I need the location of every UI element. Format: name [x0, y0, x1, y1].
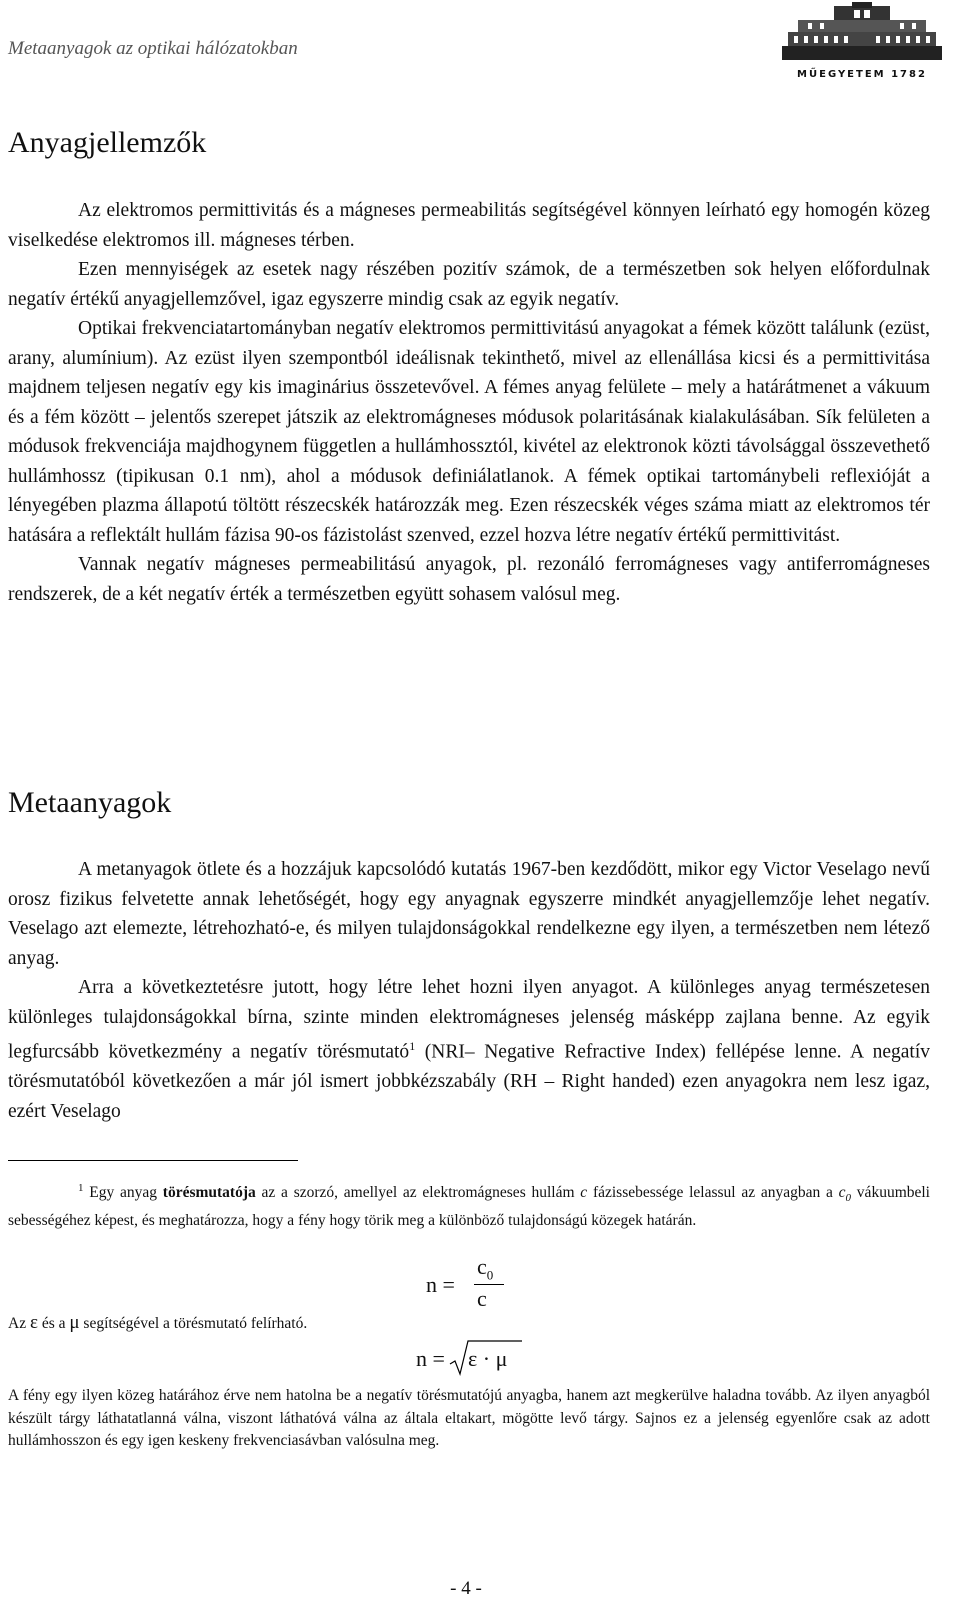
paragraph: A metanyagok ötlete és a hozzájuk kapcsolódó kutatás 1967-ben kezdődött, mikor egy Victor Veselago nevű orosz fizikus felvetette annak lehetőségét, hogy egy anyagnak egyszerre mindkét anyagjellemzője lehet negatív. Veselago azt elemezte, létrehozható-e, és milyen tulajdonságokkal rendelkezne egy ilyen, a természetben nem létező anyag.	[8, 859, 930, 969]
footnote-number: 1	[78, 1182, 84, 1194]
formula-refractive-index-sqrt	[416, 1346, 536, 1376]
paragraph-text: (NRI– Negative Refractive Index) fellépése lenne. A negatív törésmutatóból következően a már jól ismert jobbkézszabály (RH – Right handed) ezen anyagokra nem lesz igaz, ezért Veselago	[8, 1041, 930, 1122]
section-heading-anyagjellemzok: Anyagjellemzők	[8, 126, 207, 159]
page-number: - 4 -	[450, 1578, 482, 1599]
university-logo	[774, 2, 950, 80]
footnote-text: az a szorzó, amellyel az elektromágneses hullám	[255, 1184, 581, 1202]
footnote-term: törésmutatója	[162, 1184, 256, 1202]
closing-paragraph	[8, 1385, 930, 1453]
formula-refractive-index-ratio	[426, 1254, 506, 1318]
footnote-ref[interactable]: 1	[409, 1039, 416, 1053]
logo-caption: MŰEGYETEM 1782	[797, 69, 927, 80]
paragraph: A fény egy ilyen közeg határához érve nem hatolna be a negatív törésmutatójú anyagba, hanem azt megkerülve haladna tovább. Az ilyen anyagból készült tárgy láthatatlanná válna, viszont láthatóvá válna az általa eltakart, mögötte levő tárgy. Sajnos ez a jelenség egyenlőre csak az adott hullámhosszon és egy igen keskeny frekvenciasávban valósulna meg.	[8, 1387, 930, 1449]
formula-radicand: ε · μ	[468, 1346, 508, 1371]
footnote-separator	[8, 1160, 298, 1161]
symbol-c0: $c_0$	[838, 1184, 852, 1205]
section-body-anyagjellemzok	[8, 196, 930, 609]
formula-denominator: c	[477, 1286, 487, 1311]
section-heading-metaanyagok: Metaanyagok	[8, 786, 172, 819]
epsilon-symbol: ε	[29, 1312, 38, 1333]
footnote-text: vákuumbeli sebességéhez képest, és meghatározza, hogy a fény hogy törik meg a különböző tulajdonságú közegek határán.	[8, 1184, 930, 1229]
paragraph: Optikai frekvenciatartományban negatív elektromos permittivitású anyagokat a fémek között találunk (ezüst, arany, alumínium). Az ezüst ilyen szempontból ideálisnak tekinthető, mivel az ellenállása kicsi és a permittivitása majdnem teljesen negatív egy kis imaginárius összetevővel. A fémes anyag felülete – mely a határátmenet a vákuum és a fém között – jelentős szerepet játszik az elektromágneses módusok polaritásának kialakulásában. Sík felületen a módusok frekvenciája majdhogynem független a hullámhossztól, kivétel az elektronok közti távolsággal összevethető hullámhossz (tipikusan 0.1 nm), ahol a módusok definiálatlanok. A fémek optikai tartománybeli reflexióját a lényegében plazma állapotú töltött részecskék határozzák meg. Ezen részecskék véges száma miatt az elektromos tér hatására a reflektált hullám fázisa 90-os fázistolást szenved, ezzel hozva létre negatív értékű permittivitást.	[8, 318, 930, 546]
paragraph-text: Arra a következtetésre jutott, hogy létre lehet hozni ilyen anyagot. A különleges anyag természetesen különleges tulajdonságokkal bírna, szinte minden elektromágneses jelenség másképp zajlana benne. Az egyik legfurcsább következmény a negatív törésmutató	[8, 977, 930, 1063]
footnote-text: fázissebessége lelassul az anyagban a	[587, 1184, 839, 1202]
mu-symbol: μ	[69, 1312, 80, 1333]
footnote-text: Egy anyag	[89, 1184, 163, 1202]
formula-lhs: n =	[416, 1346, 445, 1371]
section-body-metaanyagok	[8, 855, 930, 1126]
symbol-c: c	[580, 1184, 588, 1202]
paragraph: Ezen mennyiségek az esetek nagy részében pozitív számok, de a természetben sok helyen előfordulnak negatív értékű anyagjellemzővel, igaz egyszerre mindig csak az egyik negatív.	[8, 259, 930, 310]
formula-lhs: n =	[426, 1272, 455, 1297]
paragraph: Vannak negatív mágneses permeabilitású anyagok, pl. rezonáló ferromágneses vagy antiferromágneses rendszerek, de a két negatív érték a természetben együtt sohasem valósul meg.	[8, 554, 930, 605]
running-header: Metaanyagok az optikai hálózatokban	[8, 38, 298, 59]
formula-numerator: $c_0$	[477, 1254, 494, 1283]
footnote	[8, 1177, 930, 1232]
formula-intro: Az ε és a μ segítségével a törésmutató felírható.	[8, 1312, 308, 1333]
building-illustration	[774, 2, 950, 64]
paragraph-with-footnote-ref	[8, 973, 930, 1126]
paragraph: Az elektromos permittivitás és a mágneses permeabilitás segítségével könnyen leírható egy homogén közeg viselkedése elektromos ill. mágneses térben.	[8, 200, 930, 251]
fraction-bar	[474, 1284, 504, 1285]
